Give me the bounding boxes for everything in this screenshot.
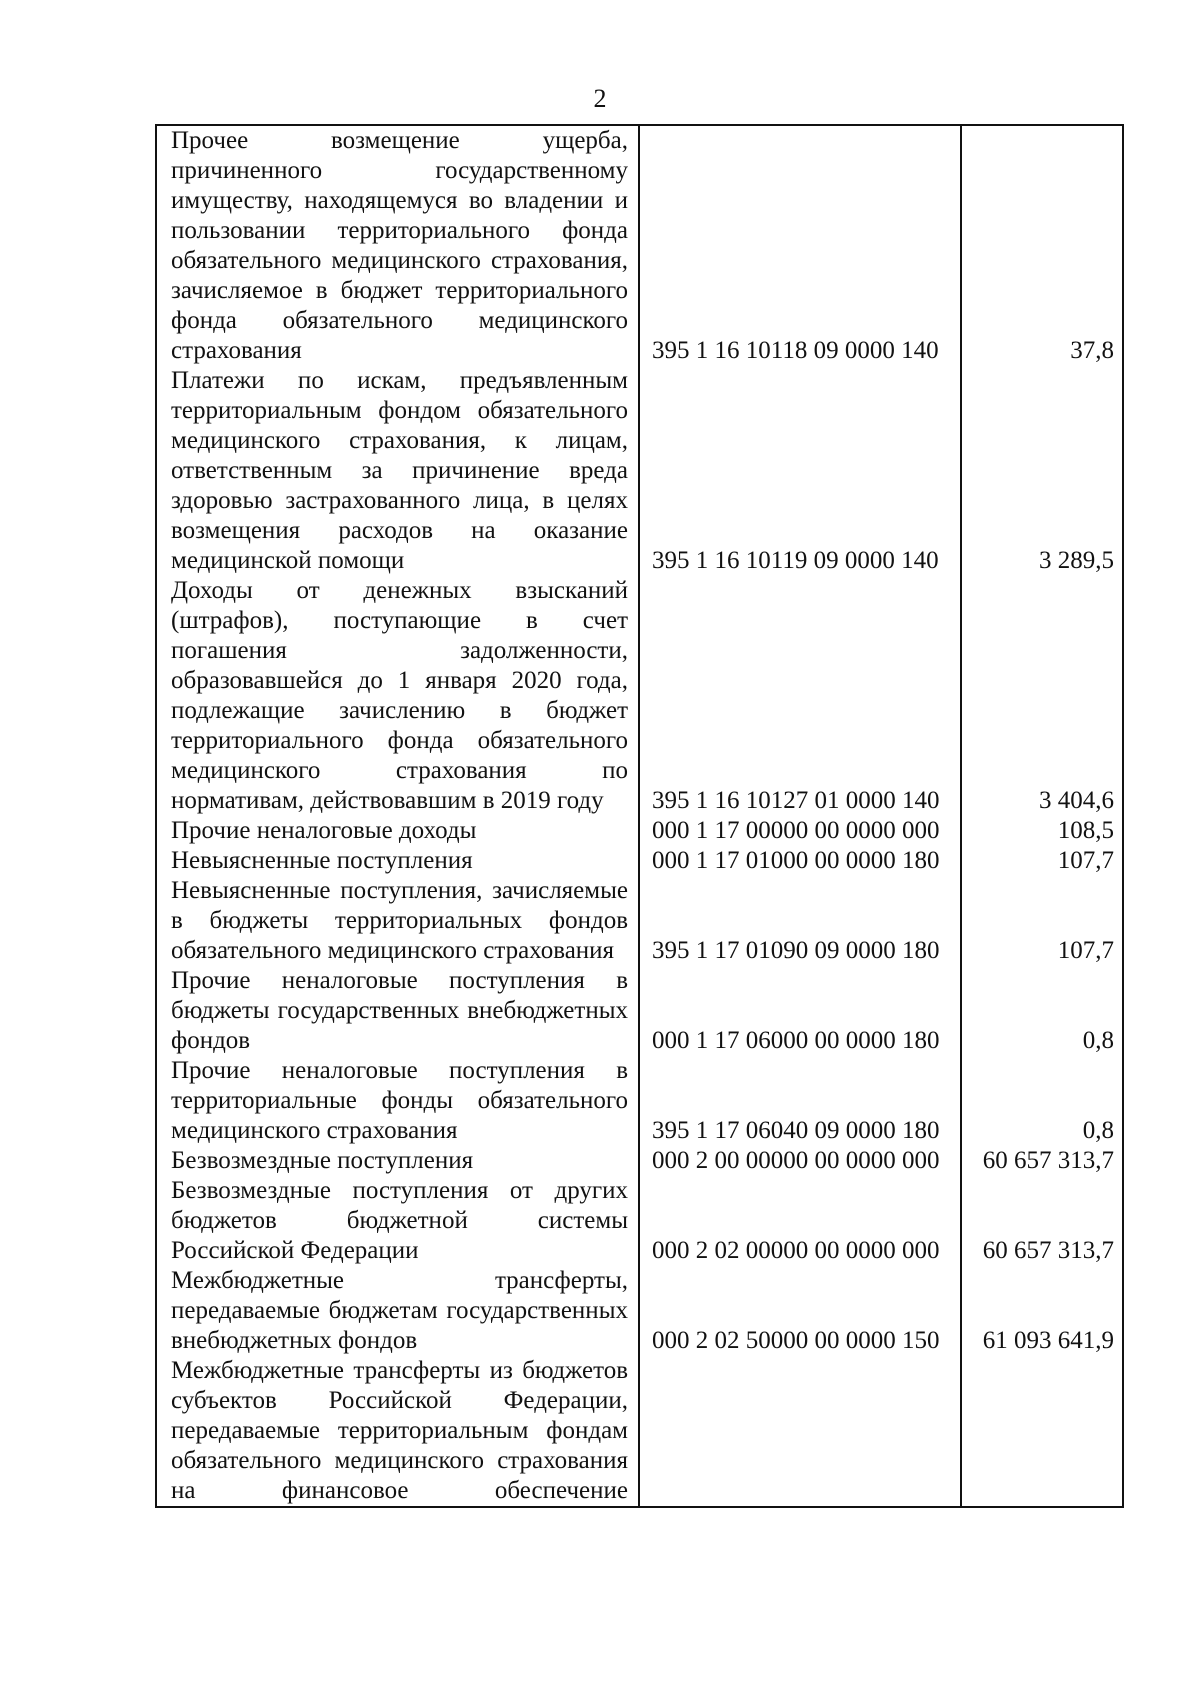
budget-code: 395 1 16 10119 09 0000 140 [639, 366, 961, 576]
budget-code: 395 1 16 10118 09 0000 140 [639, 125, 961, 366]
budget-code: 000 2 00 00000 00 0000 000 [639, 1146, 961, 1176]
amount [961, 1356, 1123, 1507]
budget-code [639, 1356, 961, 1507]
amount: 3 404,6 [961, 576, 1123, 816]
amount: 60 657 313,7 [961, 1146, 1123, 1176]
amount: 0,8 [961, 1056, 1123, 1146]
revenue-name: Прочие неналоговые поступления в территориальные фонды обязательного медицинского страхования [156, 1056, 639, 1146]
revenue-name: Невыясненные поступления, зачисляемые в бюджеты территориальных фондов обязательного медицинского страхования [156, 876, 639, 966]
table-row [156, 125, 1123, 366]
revenue-name: Прочее возмещение ущерба, причиненного государственному имуществу, находящемуся во владении и пользовании территориального фонда обязательного медицинского страхования, зачисляемое в бюджет территориального фонда обязательного медицинского страхования [156, 125, 639, 366]
amount: 61 093 641,9 [961, 1266, 1123, 1356]
budget-code: 000 1 17 06000 00 0000 180 [639, 966, 961, 1056]
amount: 60 657 313,7 [961, 1176, 1123, 1266]
table-row [156, 966, 1123, 1056]
table-row [156, 1266, 1123, 1356]
amount: 37,8 [961, 125, 1123, 366]
revenue-table [155, 124, 1124, 1508]
budget-code: 000 2 02 00000 00 0000 000 [639, 1176, 961, 1266]
revenue-name: Межбюджетные трансферты, передаваемые бюджетам государственных внебюджетных фондов [156, 1266, 639, 1356]
revenue-name: Невыясненные поступления [156, 846, 639, 876]
table-row [156, 576, 1123, 816]
budget-code: 395 1 16 10127 01 0000 140 [639, 576, 961, 816]
amount: 107,7 [961, 846, 1123, 876]
table-row [156, 1356, 1123, 1507]
table-row [156, 1146, 1123, 1176]
revenue-name: Межбюджетные трансферты из бюджетов субъектов Российской Федерации, передаваемые территориальным фондам обязательного медицинского страхования на финансовое обеспечение [156, 1356, 639, 1507]
revenue-name: Безвозмездные поступления [156, 1146, 639, 1176]
table-row [156, 366, 1123, 576]
revenue-name: Доходы от денежных взысканий (штрафов), поступающие в счет погашения задолженности, образовавшейся до 1 января 2020 года, подлежащие зачислению в бюджет территориального фонда обязательного медицинского страхования по нормативам, действовавшим в 2019 году [156, 576, 639, 816]
amount: 0,8 [961, 966, 1123, 1056]
budget-code: 395 1 17 06040 09 0000 180 [639, 1056, 961, 1146]
table-row [156, 1176, 1123, 1266]
amount: 3 289,5 [961, 366, 1123, 576]
revenue-name: Безвозмездные поступления от других бюджетов бюджетной системы Российской Федерации [156, 1176, 639, 1266]
table-row [156, 846, 1123, 876]
revenue-name: Прочие неналоговые поступления в бюджеты государственных внебюджетных фондов [156, 966, 639, 1056]
table-row [156, 876, 1123, 966]
budget-code: 395 1 17 01090 09 0000 180 [639, 876, 961, 966]
amount: 107,7 [961, 876, 1123, 966]
revenue-name: Платежи по искам, предъявленным территориальным фондом обязательного медицинского страхования, к лицам, ответственным за причинение вреда здоровью застрахованного лица, в целях возмещения расходов на оказание медицинской помощи [156, 366, 639, 576]
budget-code: 000 1 17 01000 00 0000 180 [639, 846, 961, 876]
page-number: 2 [593, 84, 607, 113]
amount: 108,5 [961, 816, 1123, 846]
table-row [156, 1056, 1123, 1146]
table-row [156, 816, 1123, 846]
revenue-name: Прочие неналоговые доходы [156, 816, 639, 846]
budget-code: 000 1 17 00000 00 0000 000 [639, 816, 961, 846]
budget-code: 000 2 02 50000 00 0000 150 [639, 1266, 961, 1356]
